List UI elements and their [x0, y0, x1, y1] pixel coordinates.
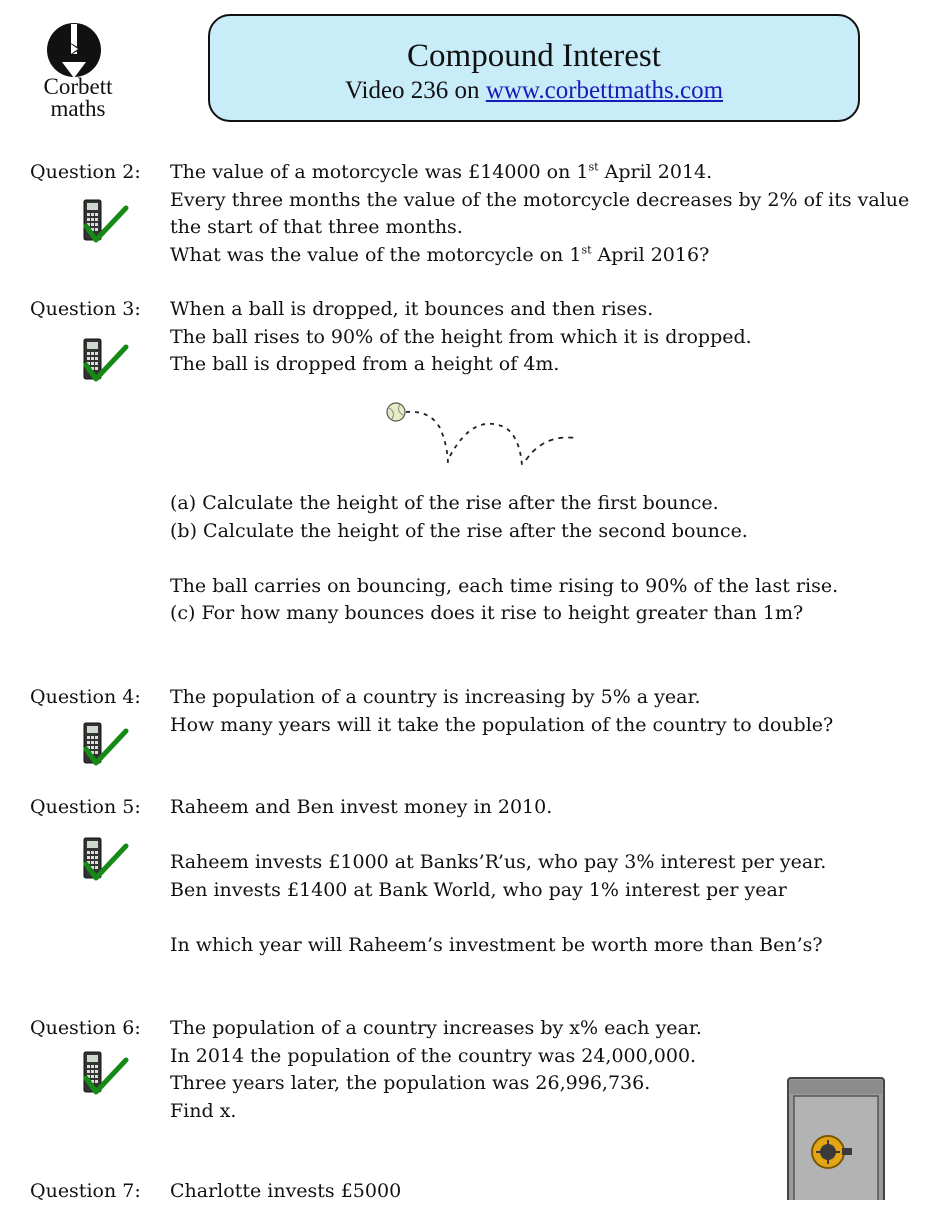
question-line: The population of a country increases by x% each year. — [170, 1017, 702, 1039]
question-5-text — [170, 794, 826, 959]
question-5-label: Question 5: — [30, 796, 141, 818]
title-banner — [208, 14, 860, 122]
question-line: Raheem invests £1000 at Banks’R’us, who pay 3% interest per year. — [170, 851, 827, 873]
question-3-label: Question 3: — [30, 298, 141, 320]
question-7-text — [170, 1178, 401, 1206]
brand-line-1: Corbett — [43, 74, 113, 99]
question-2-text — [170, 159, 909, 269]
question-6-label: Question 6: — [30, 1017, 141, 1039]
question-line: the start of that three months. — [170, 216, 463, 238]
question-line: The ball rises to 90% of the height from which it is dropped. — [170, 325, 752, 348]
question-line: The value of a motorcycle was £14000 on 1st April 2014. — [170, 160, 713, 183]
question-6-text — [170, 1015, 702, 1125]
video-reference — [210, 76, 858, 106]
ball-icon — [387, 403, 405, 421]
safe-icon — [786, 1076, 886, 1200]
calculator-allowed-icon — [80, 836, 130, 882]
video-prefix: Video 236 on — [344, 77, 486, 104]
website-link[interactable]: www.corbettmaths.com — [485, 77, 724, 104]
play-logo-icon — [28, 22, 128, 78]
calculator-allowed-icon — [80, 721, 130, 767]
question-line: In which year will Raheem’s investment be worth more than Ben’s? — [170, 933, 823, 956]
question-line: Three years later, the population was 26,996,736. — [170, 1072, 651, 1094]
question-4-label: Question 4: — [30, 686, 141, 708]
calculator-allowed-icon — [80, 198, 130, 244]
question-line: Raheem and Ben invest money in 2010. — [170, 796, 553, 818]
question-line: The ball is dropped from a height of 4m. — [170, 353, 560, 375]
question-line: What was the value of the motorcycle on 1st April 2016? — [170, 243, 710, 266]
question-line: How many years will it take the population of the country to double? — [170, 713, 834, 736]
question-line: In 2014 the population of the country was 24,000,000. — [170, 1044, 697, 1067]
question-line: The ball carries on bouncing, each time rising to 90% of the last rise. — [170, 574, 839, 597]
question-3-text — [170, 296, 752, 379]
question-line: The population of a country is increasing by 5% a year. — [170, 686, 701, 708]
bouncing-ball-illustration — [384, 398, 584, 470]
question-line: Charlotte invests £5000 — [170, 1180, 402, 1202]
calculator-allowed-icon — [80, 337, 130, 383]
brand-line-2: maths — [50, 96, 106, 121]
question-2-label: Question 2: — [30, 161, 141, 183]
question-part-b: (b) Calculate the height of the rise after the second bounce. — [170, 519, 748, 542]
question-line: Find x. — [170, 1099, 237, 1122]
question-line: Every three months the value of the motorcycle decreases by 2% of its value — [170, 188, 910, 211]
question-line: Ben invests £1400 at Bank World, who pay 1% interest per year — [170, 878, 787, 901]
calculator-allowed-icon — [80, 1050, 130, 1096]
corbett-maths-logo — [28, 22, 128, 126]
question-7-label: Question 7: — [30, 1180, 141, 1202]
question-part-c: (c) For how many bounces does it rise to height greater than 1m? — [170, 602, 804, 624]
question-part-a: (a) Calculate the height of the rise after the first bounce. — [170, 492, 719, 514]
page-title: Compound Interest — [407, 38, 661, 74]
question-line: When a ball is dropped, it bounces and then rises. — [170, 298, 654, 320]
question-3-parts — [170, 490, 838, 628]
question-4-text — [170, 684, 833, 739]
